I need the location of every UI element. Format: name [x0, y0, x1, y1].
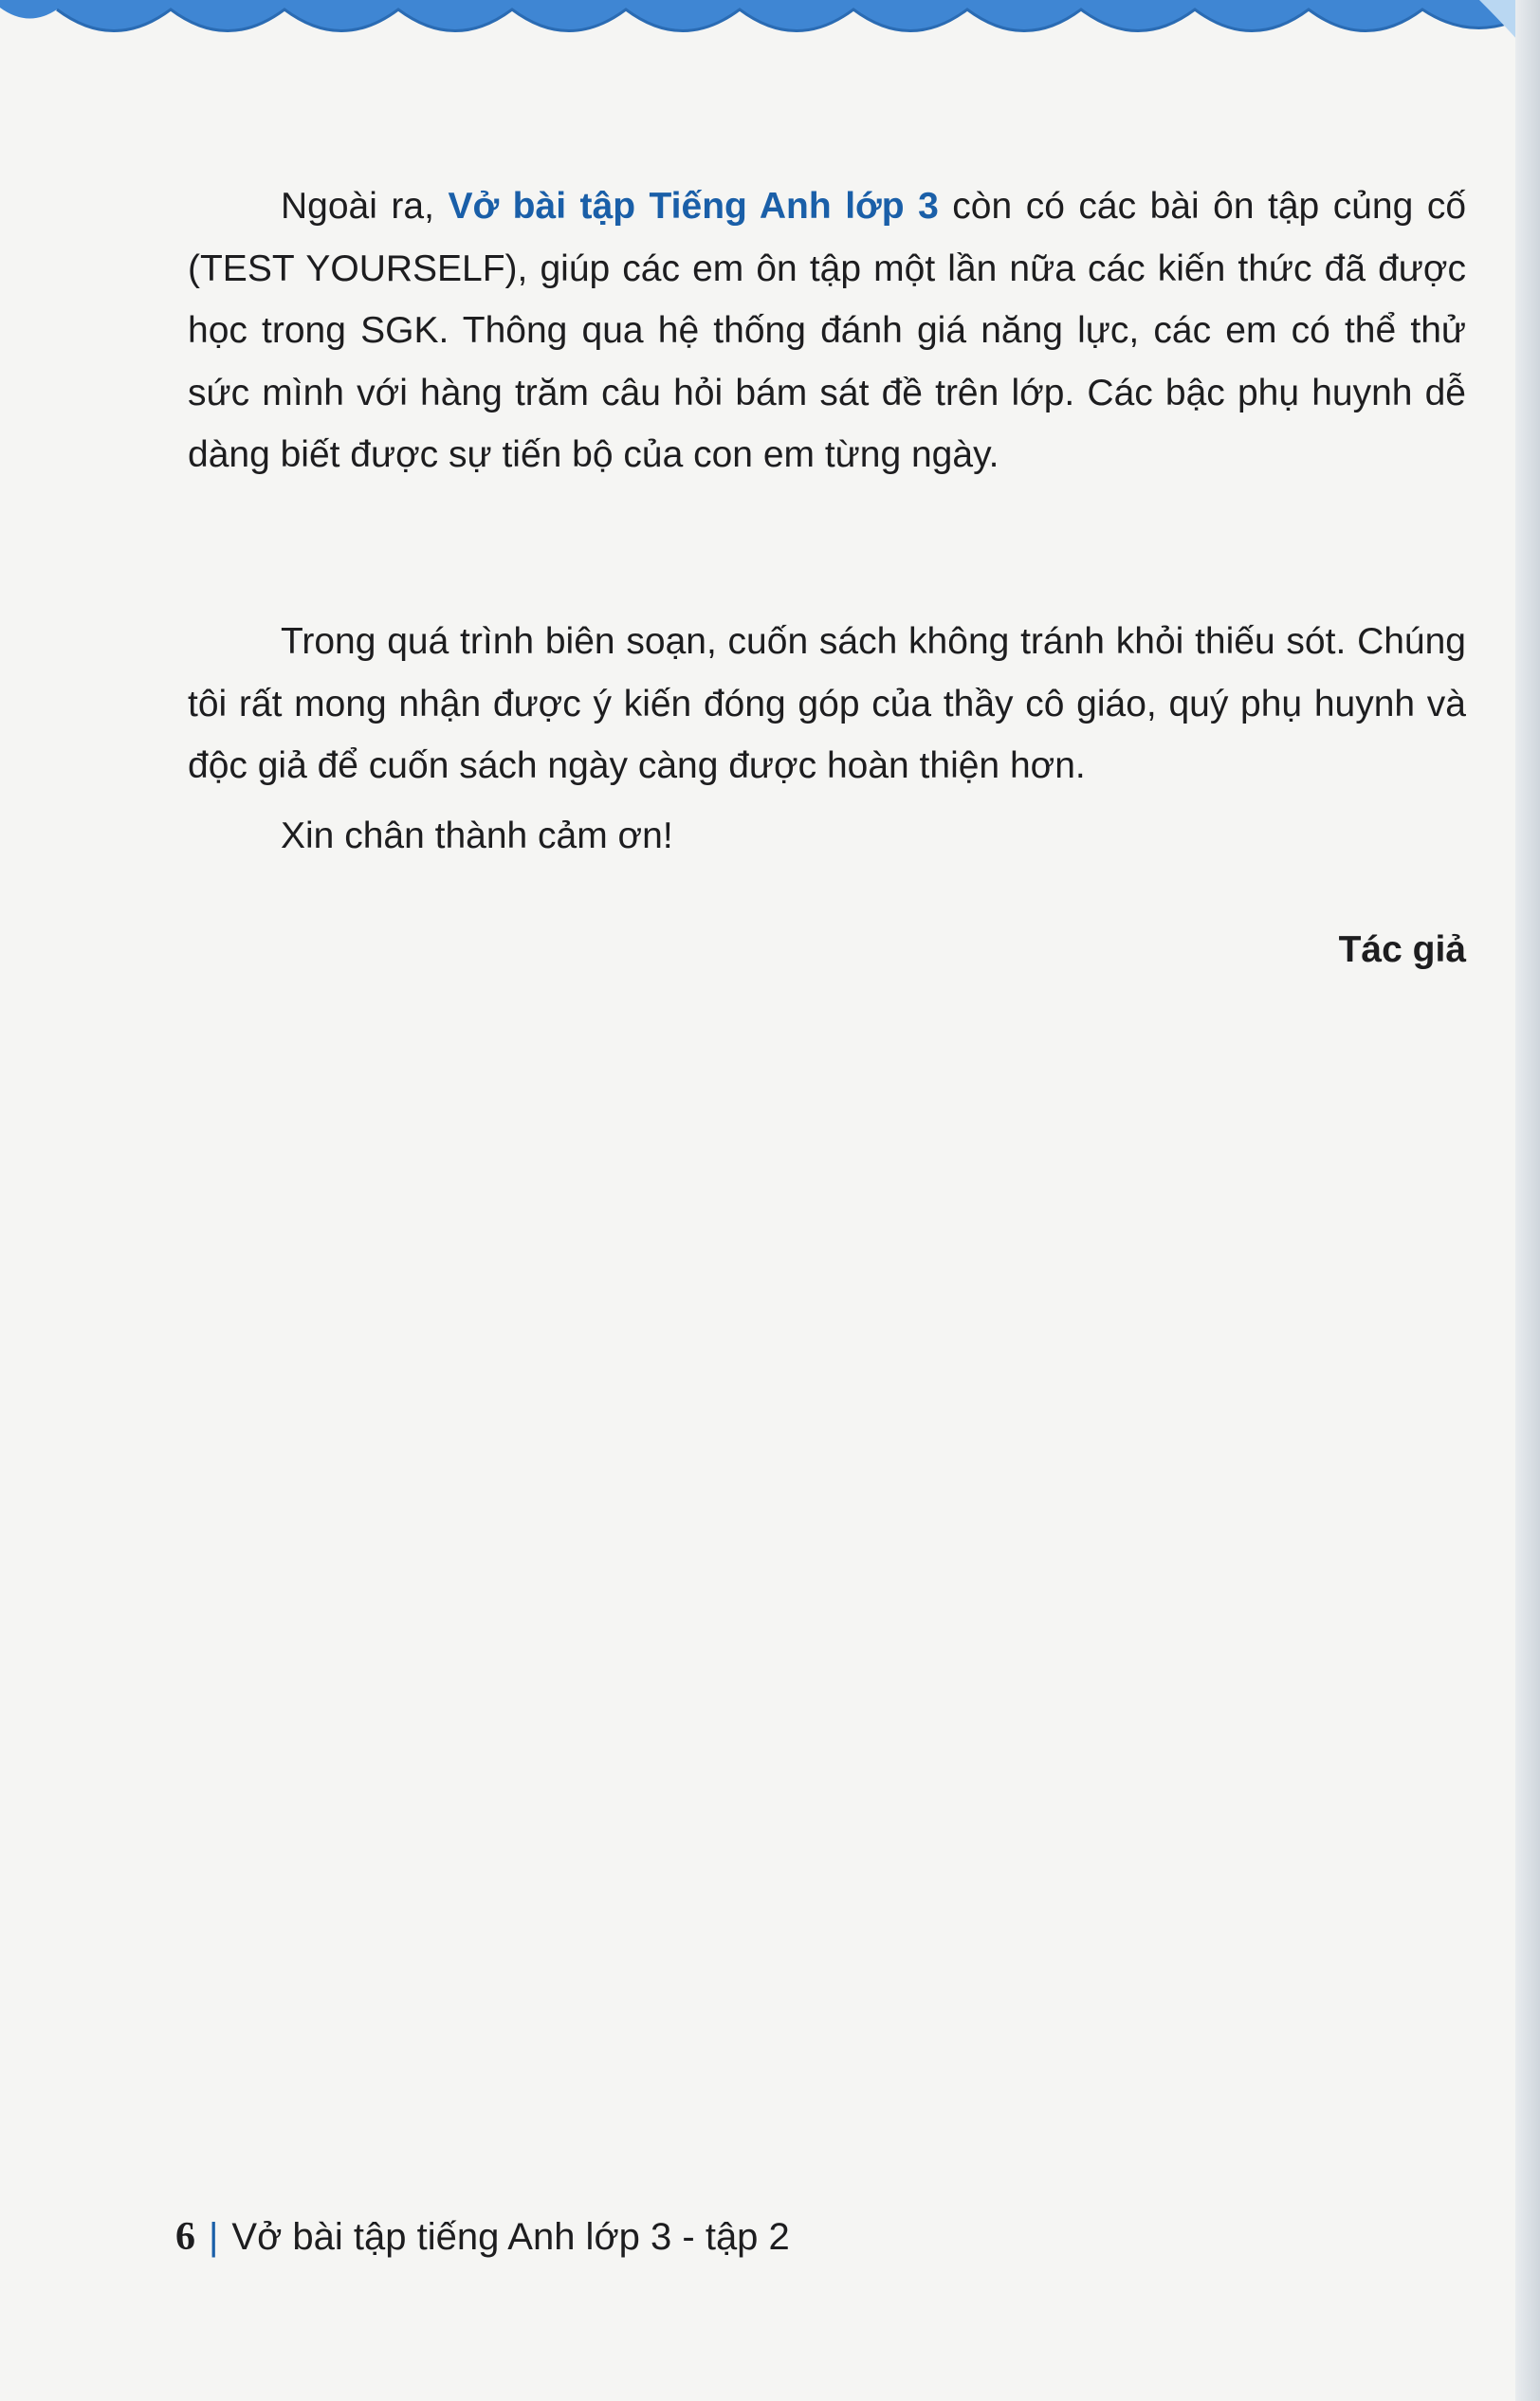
paragraph-prefix: Ngoài ra,	[281, 186, 449, 227]
page-footer	[175, 2214, 790, 2260]
thanks-line: Xin chân thành cảm ơn!	[281, 816, 673, 856]
paragraph-body: Trong quá trình biên soạn, cuốn sách không tránh khỏi thiếu sót. Chúng tôi rất mong nhận được ý kiến đóng góp của thầy cô giáo, quý phụ huynh và độc giả để cuốn sách ngày càng được hoàn thiện hơn.	[188, 621, 1466, 786]
page-number: 6	[175, 2215, 195, 2259]
page-edge	[1515, 0, 1540, 2401]
book-title-highlight: Vở bài tập Tiếng Anh lớp 3	[448, 186, 939, 227]
decorative-top-border	[0, 0, 1540, 66]
footer-separator: |	[209, 2216, 219, 2258]
paragraph-body: còn có các bài ôn tập củng cố (TEST YOURSELF), giúp các em ôn tập một lần nữa các kiến thức đã được học trong SGK. Thông qua hệ thống đánh giá năng lực, các em có thể thử sức mình với hàng trăm câu hỏi bám sát đề trên lớp. Các bậc phụ huynh dễ dàng biết được sự tiến bộ của con em từng ngày.	[188, 186, 1467, 475]
paragraph-feedback	[188, 611, 1466, 797]
footer-book-title: Vở bài tập tiếng Anh lớp 3 - tập 2	[231, 2216, 790, 2258]
author-signature: Tác giả	[1338, 929, 1466, 970]
paragraph-test-yourself	[188, 175, 1466, 486]
